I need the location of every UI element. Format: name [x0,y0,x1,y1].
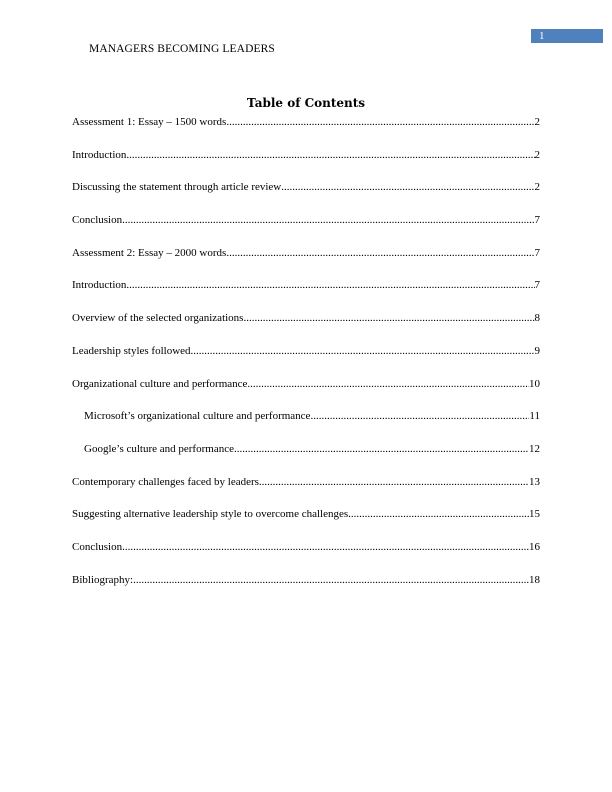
toc-entry-text: Overview of the selected organizations [72,312,244,325]
toc-dot-leader [259,474,529,490]
toc-entry-text: Assessment 1: Essay – 1500 words [72,116,227,128]
toc-entry-page: 2 [534,148,540,161]
toc-dot-leader [348,506,529,522]
toc-entry-text: Conclusion [72,540,123,553]
toc-dot-leader [126,147,534,163]
toc-entry-page: 13 [529,475,540,488]
running-head: MANAGERS BECOMING LEADERS [89,43,275,55]
toc-entry-text: Microsoft’s organizational culture and performance [84,410,311,423]
toc-entry-text: Conclusion [72,214,123,227]
toc-entry-page: 7 [534,246,540,259]
toc-dot-leader [281,179,534,195]
toc-entry-text: Discussing the statement through article review [72,181,282,194]
toc-subentry[interactable] [72,408,540,424]
toc-dot-leader [247,376,529,392]
toc-entry-text: Suggesting alternative leadership style to overcome challenges [72,508,349,521]
toc-entry-text: Organizational culture and performance [72,377,248,390]
toc-dot-leader [133,572,529,588]
toc-subentry[interactable] [72,441,540,457]
toc-entry-page: 16 [529,540,540,553]
toc-entry[interactable] [72,310,540,326]
toc-entry-page: 10 [529,377,540,390]
toc-entry[interactable] [72,539,540,555]
toc-dot-leader [234,441,529,457]
toc-dot-leader [191,343,535,359]
toc-entry[interactable] [72,474,540,490]
toc-entry-page: 15 [529,508,540,521]
toc-entry[interactable] [72,245,540,261]
table-of-contents [72,114,540,604]
toc-entry-text: Bibliography: [72,573,134,586]
toc-entry[interactable] [72,277,540,293]
toc-entry[interactable] [72,212,540,228]
toc-entry-page: 8 [534,312,540,325]
toc-entry-page: 9 [534,344,540,357]
toc-entry-page: 7 [534,214,540,227]
toc-entry[interactable] [72,343,540,359]
toc-dot-leader [122,539,529,555]
toc-entry[interactable] [72,506,540,522]
toc-entry-text: Google’s culture and performance [84,442,234,455]
toc-entry-text: Contemporary challenges faced by leaders [72,475,259,488]
toc-entry-page: 18 [529,573,540,586]
toc-entry-text: Leadership styles followed [72,344,191,357]
toc-entry-text: Assessment 2: Essay – 2000 words [72,246,227,259]
toc-entry-page: 12 [529,442,540,455]
toc-entry-page: 2 [534,181,540,194]
toc-dot-leader [243,310,534,326]
toc-entry[interactable] [72,376,540,392]
toc-entry-page: 11 [529,410,540,423]
toc-entry[interactable] [72,114,540,130]
toc-entry-text: Introduction [72,279,127,292]
page-number: 1 [531,29,603,43]
toc-dot-leader [126,277,534,293]
toc-title: Table of Contents [246,96,366,110]
toc-entry[interactable] [72,147,540,163]
toc-dot-leader [122,212,534,228]
toc-entry-page: 2 [534,116,540,128]
toc-entry-text: Introduction [72,148,127,161]
toc-dot-leader [310,408,529,424]
toc-entry[interactable] [72,572,540,588]
toc-entry[interactable] [72,179,540,195]
toc-dot-leader [226,245,534,261]
toc-entry-page: 7 [534,279,540,292]
toc-dot-leader [226,114,534,130]
